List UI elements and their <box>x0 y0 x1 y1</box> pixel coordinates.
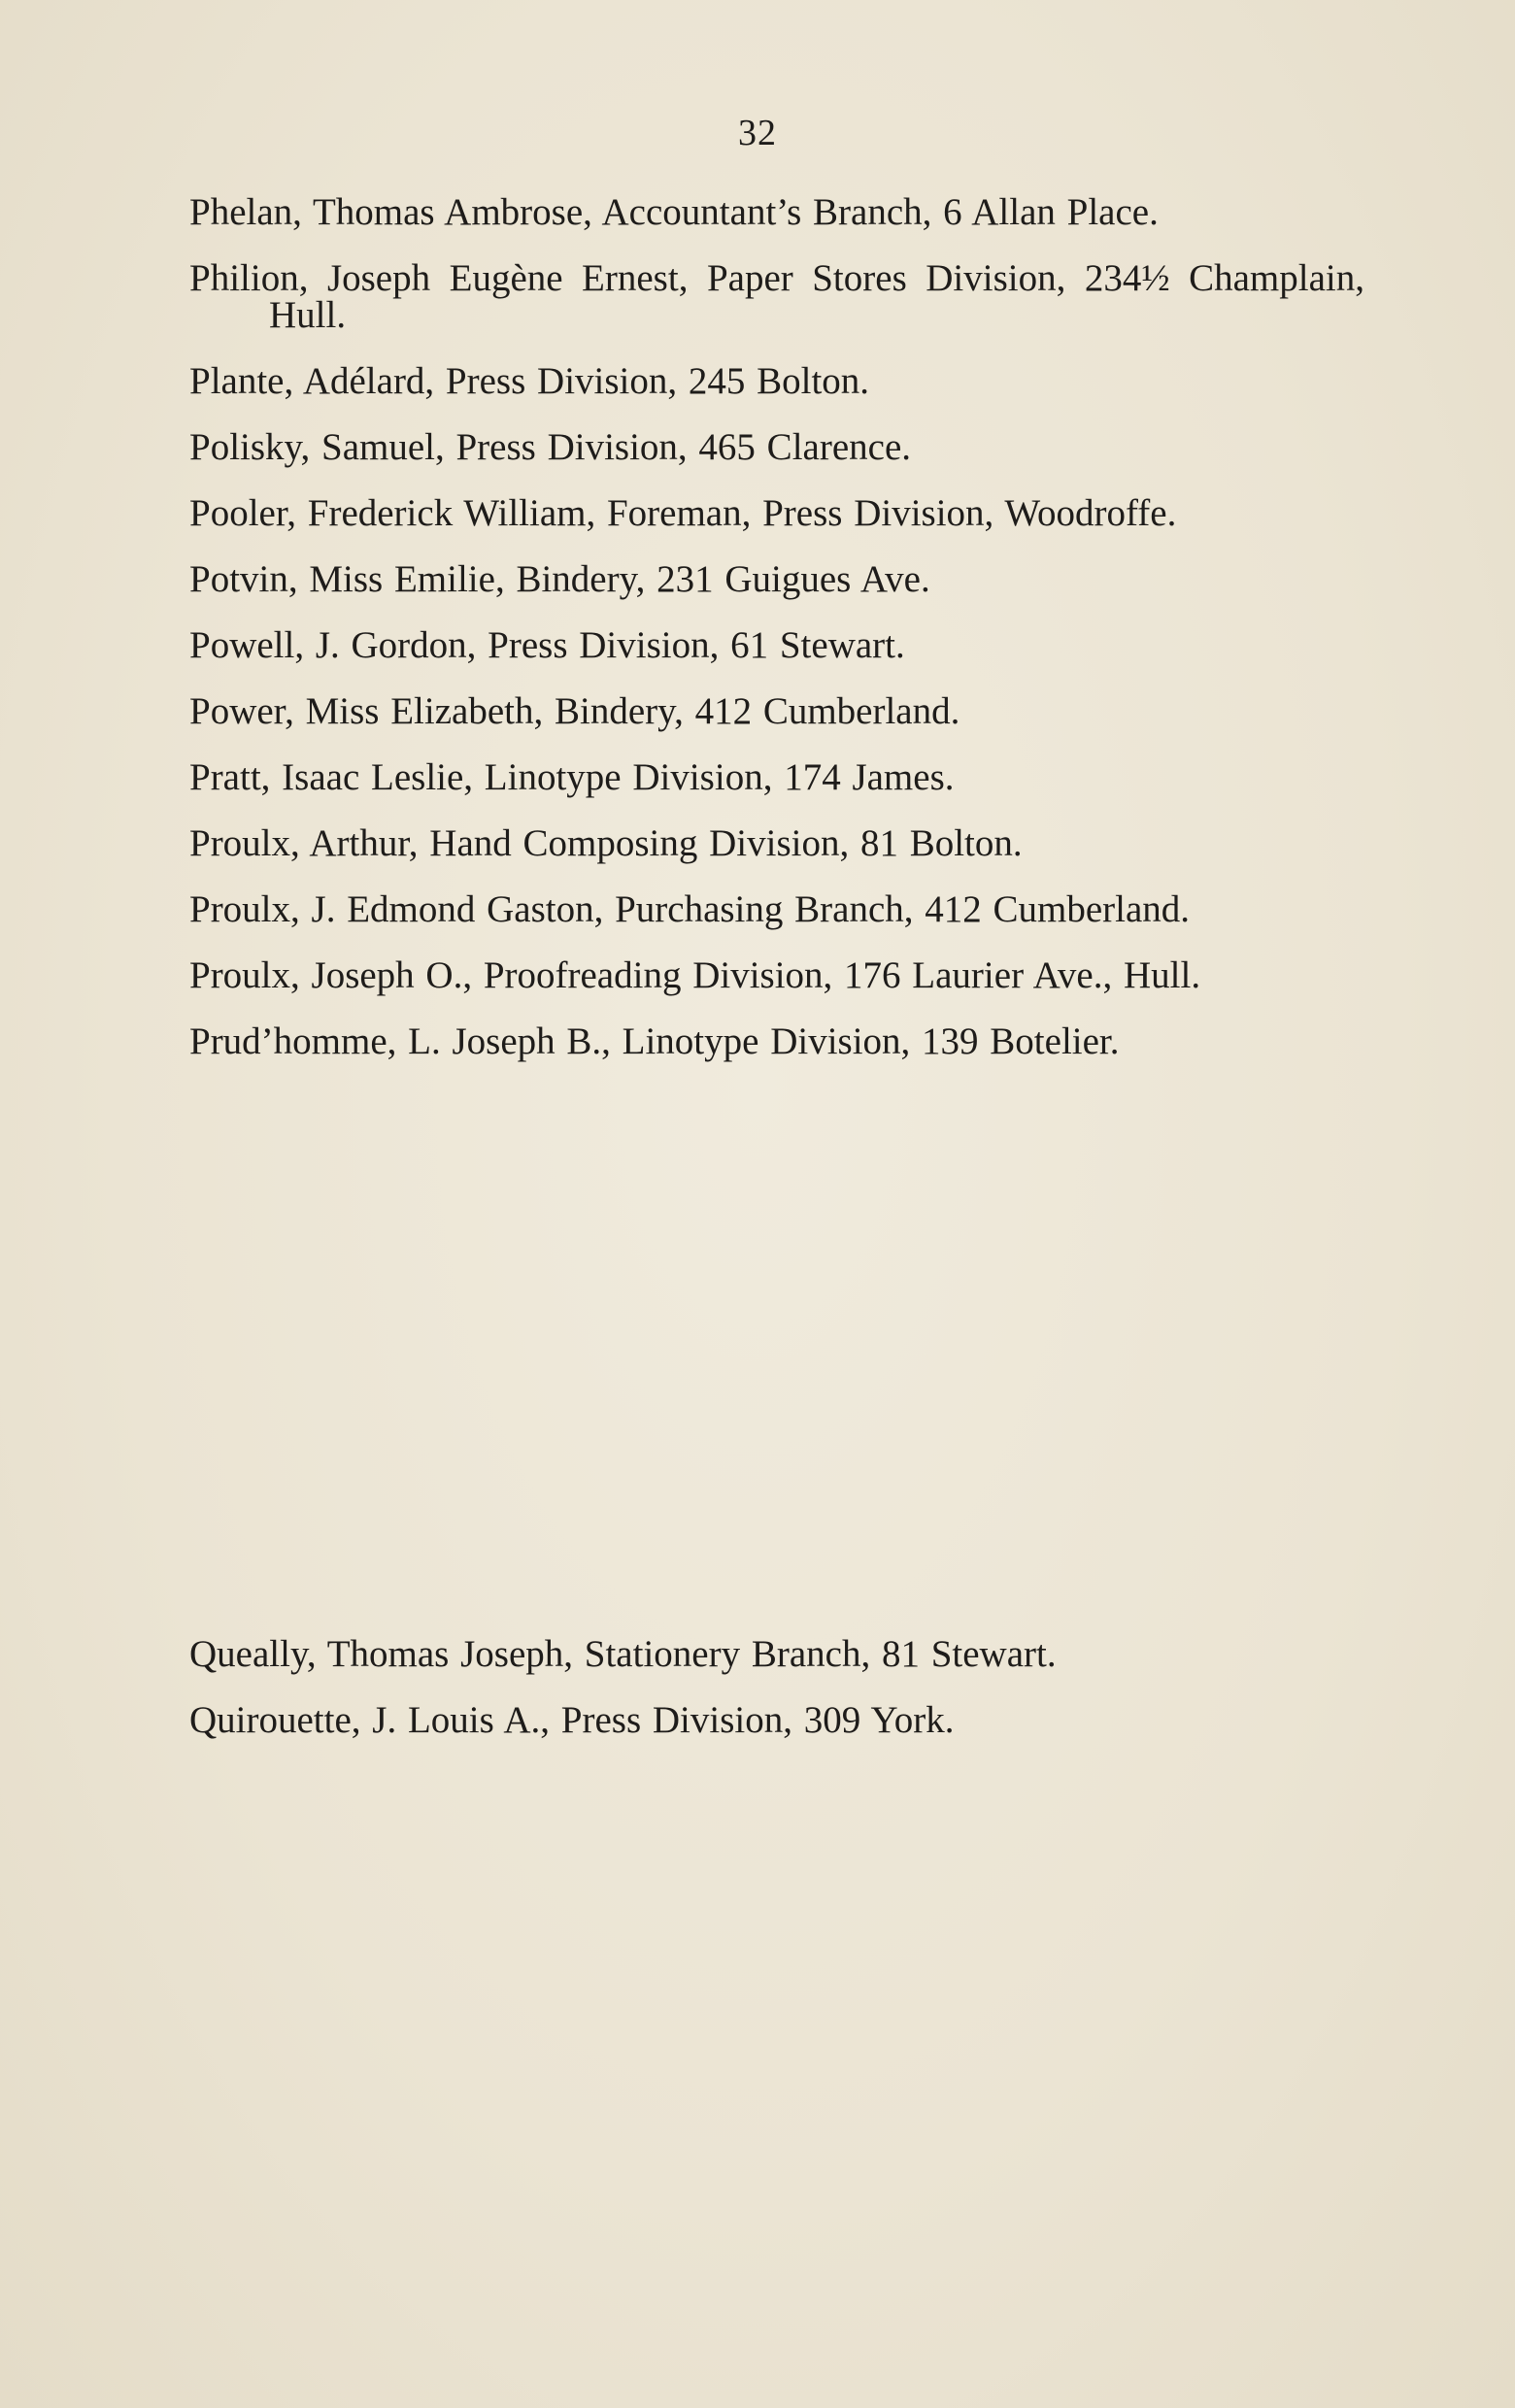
page-number: 32 <box>738 113 777 153</box>
list-item: Powell, J. Gordon, Press Division, 61 Stewart. <box>189 624 905 666</box>
p-surname-list <box>189 191 1364 1089</box>
list-item: Philion, Joseph Eugène Ernest, Paper Stores Division, 234½ Champlain, Hull. <box>189 257 1364 336</box>
list-item: Quirouette, J. Louis A., Press Division, 309 York. <box>189 1699 955 1741</box>
list-item: Queally, Thomas Joseph, Stationery Branch, 81 Stewart. <box>189 1633 1057 1675</box>
list-item: Proulx, J. Edmond Gaston, Purchasing Branch, 412 Cumberland. <box>189 888 1191 930</box>
list-item: Proulx, Arthur, Hand Composing Division, 81 Bolton. <box>189 822 1023 864</box>
list-item: Pooler, Frederick William, Foreman, Press Division, Woodroffe. <box>189 492 1177 534</box>
q-surname-list <box>189 1633 1364 1768</box>
list-item: Pratt, Isaac Leslie, Linotype Division, 174 James. <box>189 756 955 798</box>
list-item: Power, Miss Elizabeth, Bindery, 412 Cumberland. <box>189 690 960 732</box>
list-item: Prud’homme, L. Joseph B., Linotype Division, 139 Botelier. <box>189 1020 1120 1062</box>
list-item: Phelan, Thomas Ambrose, Accountant’s Branch, 6 Allan Place. <box>189 191 1159 233</box>
list-item: Polisky, Samuel, Press Division, 465 Clarence. <box>189 426 912 468</box>
list-item: Plante, Adélard, Press Division, 245 Bolton. <box>189 360 870 402</box>
list-item: Proulx, Joseph O., Proofreading Division, 176 Laurier Ave., Hull. <box>189 954 1201 996</box>
list-item: Potvin, Miss Emilie, Bindery, 231 Guigues Ave. <box>189 558 930 600</box>
